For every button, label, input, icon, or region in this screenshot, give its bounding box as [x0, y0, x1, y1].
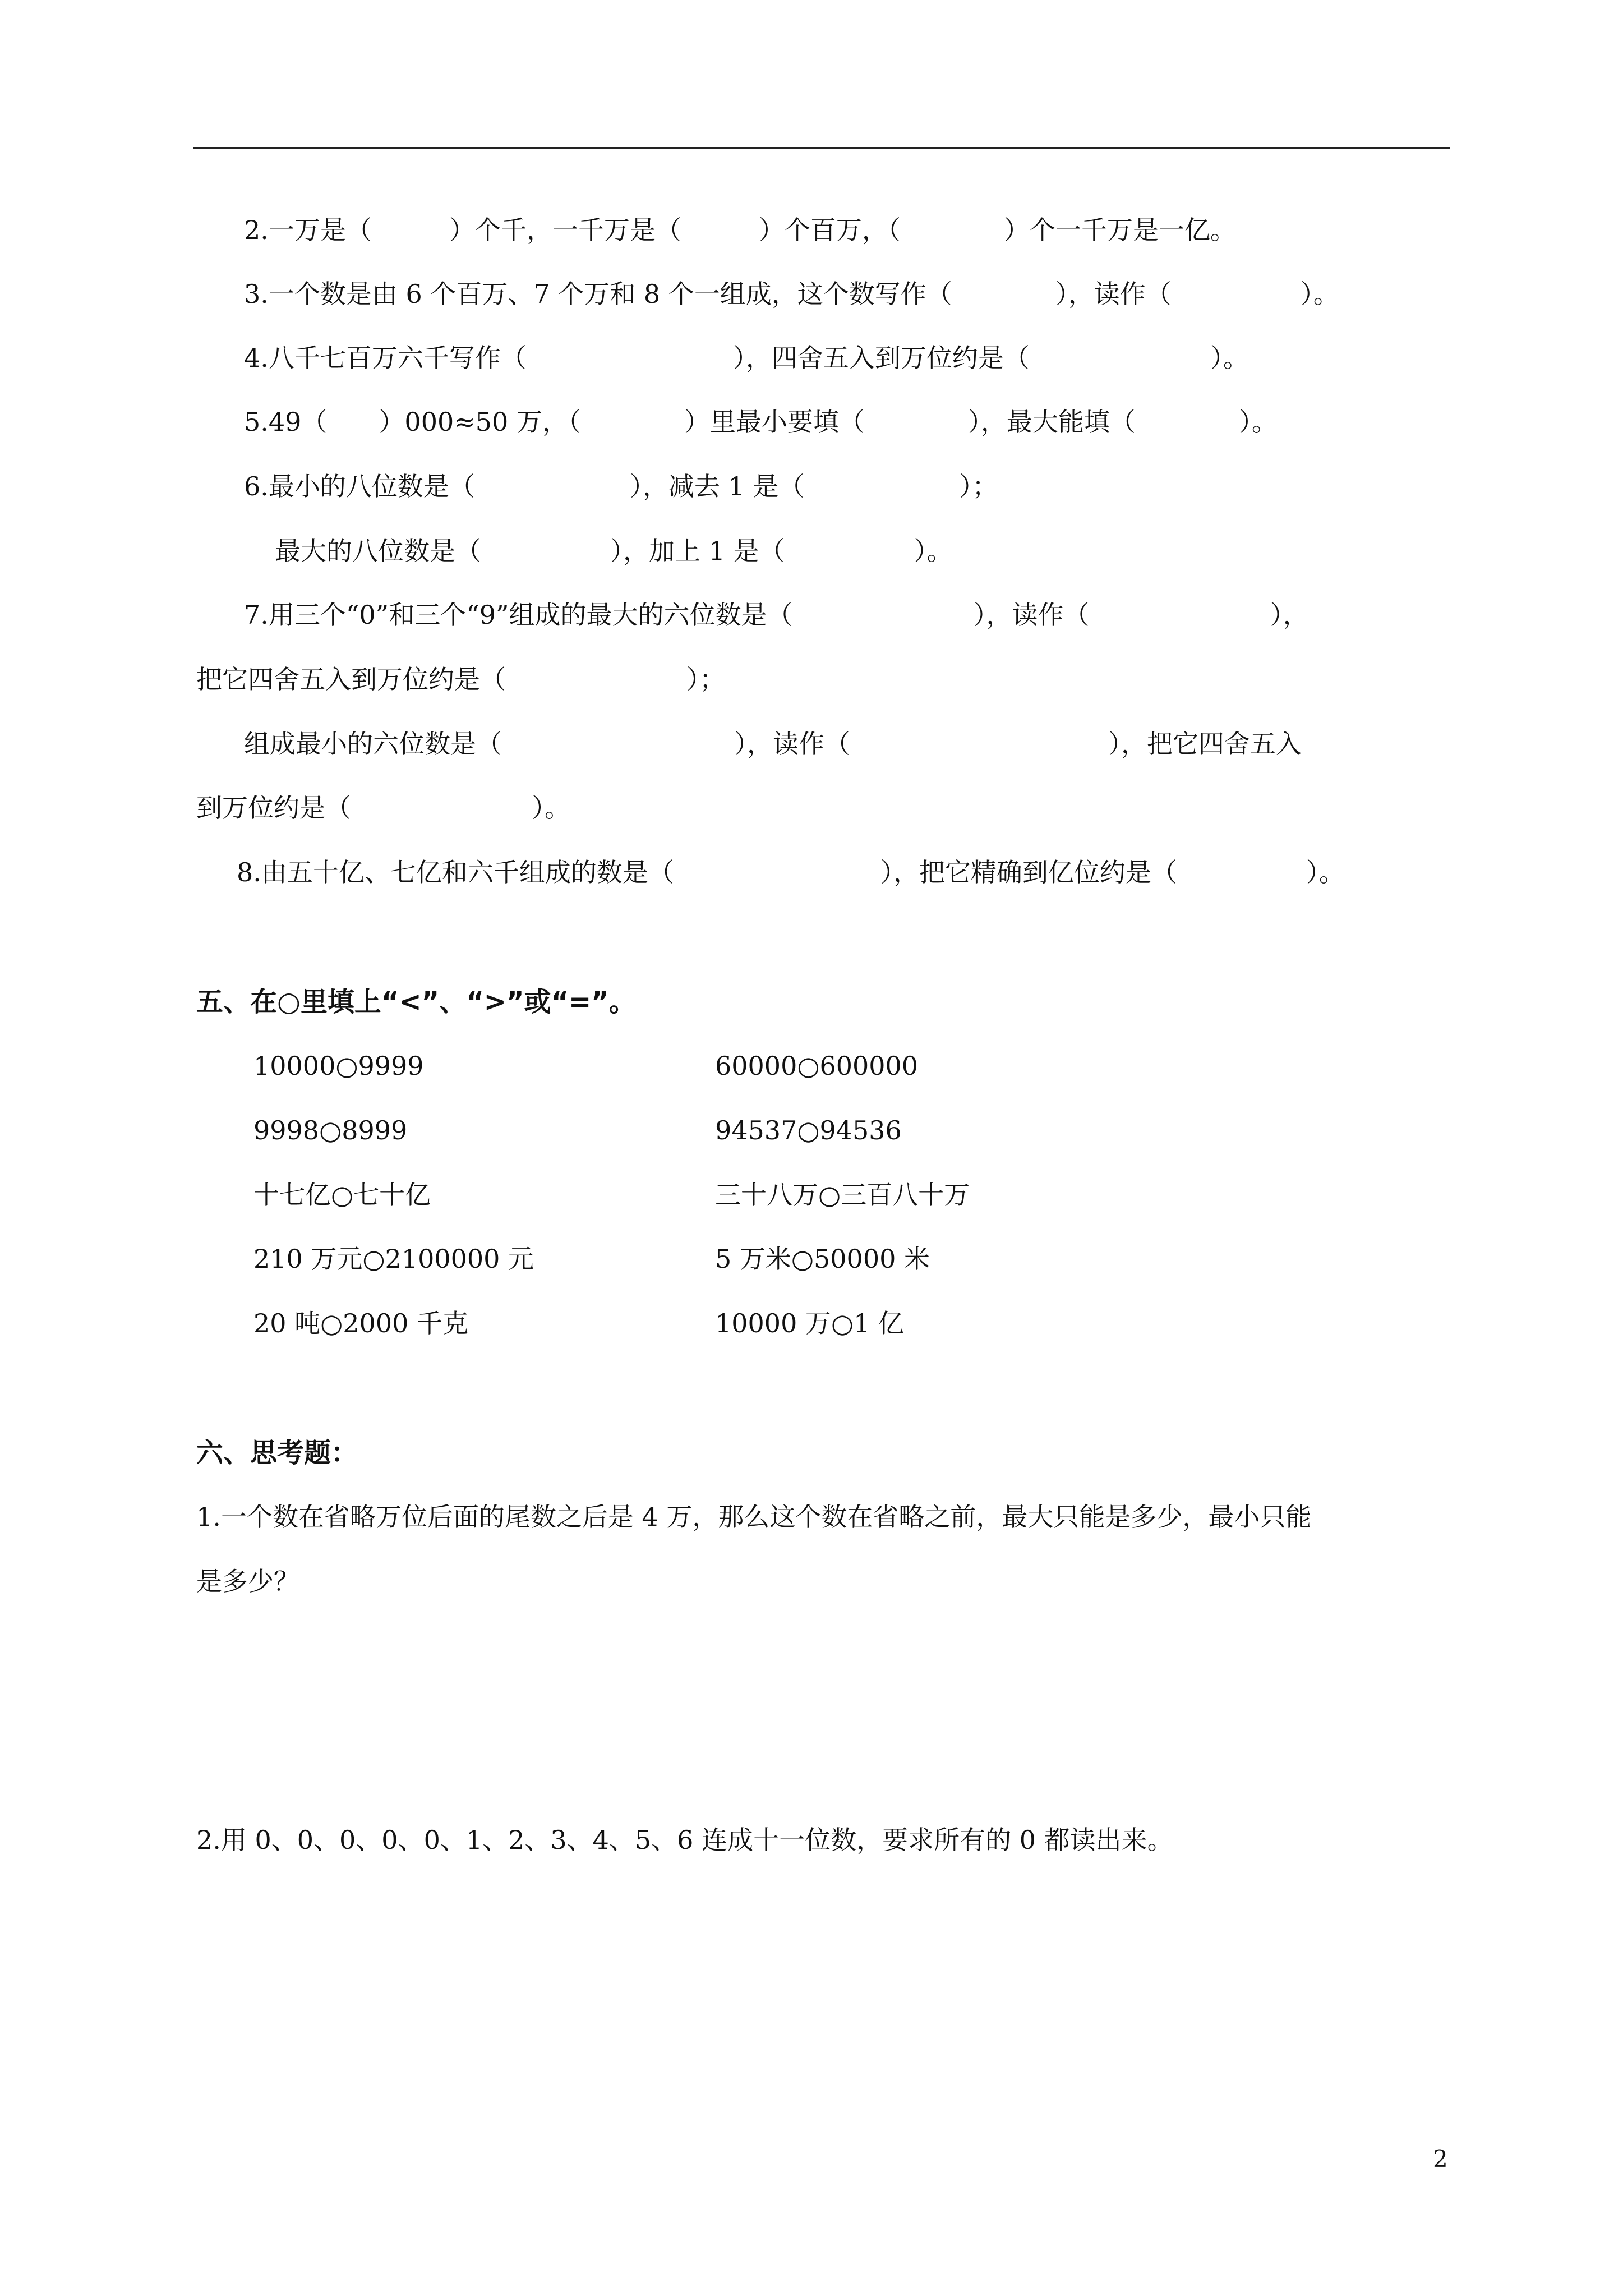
compare-item: 20 吨○2000 千克 — [253, 1308, 468, 1338]
question-7-line3: 组成最小的六位数是（ ），读作（ ），把它四舍五入 — [244, 729, 1302, 759]
compare-item: 10000 万○1 亿 — [715, 1308, 904, 1338]
thinking-question-1-line1: 1.一个数在省略万位后面的尾数之后是 4 万，那么这个数在省略之前，最大只能是多少，最小只能 — [196, 1502, 1312, 1532]
compare-item: 94537○94536 — [715, 1115, 902, 1145]
question-6-line1: 6.最小的八位数是（ ），减去 1 是（ ）； — [244, 471, 998, 501]
question-7-line4: 到万位约是（ ）。 — [196, 793, 570, 823]
question-7-line1: 7.用三个“0”和三个“9”组成的最大的六位数是（ ），读作（ ）， — [244, 600, 1309, 630]
question-4: 4.八千七百万六千写作（ ），四舍五入到万位约是（ ）。 — [244, 343, 1249, 373]
question-7-line2: 把它四舍五入到万位约是（ ）； — [196, 664, 725, 694]
section6-heading: 六、思考题： — [196, 1437, 358, 1469]
compare-item: 9998○8999 — [253, 1115, 408, 1145]
compare-item: 三十八万○三百八十万 — [715, 1180, 970, 1210]
compare-item: 10000○9999 — [253, 1051, 424, 1081]
compare-item: 十七亿○七十亿 — [253, 1180, 431, 1210]
compare-item: 210 万元○2100000 元 — [253, 1244, 534, 1274]
compare-item: 5 万米○50000 米 — [715, 1244, 930, 1274]
question-3: 3.一个数是由 6 个百万、7 个万和 8 个一组成，这个数写作（ ），读作（ ）。 — [244, 279, 1339, 309]
question-6-line2: 最大的八位数是（ ），加上 1 是（ ）。 — [275, 536, 953, 566]
section5-heading: 五、在○里填上“<”、“>”或“=”。 — [196, 986, 636, 1018]
header-rule — [193, 147, 1450, 149]
question-5: 5.49（ ）000≈50 万，（ ）里最小要填（ ），最大能填（ ）。 — [244, 407, 1278, 437]
question-2: 2.一万是（ ）个千，一千万是（ ）个百万，（ ）个一千万是一亿。 — [244, 215, 1236, 245]
thinking-question-1-line2: 是多少？ — [196, 1566, 299, 1596]
thinking-question-2: 2.用 0、0、0、0、0、1、2、3、4、5、6 连成十一位数，要求所有的 0 都读出来。 — [196, 1825, 1173, 1855]
compare-item: 60000○600000 — [715, 1051, 919, 1081]
page-number: 2 — [1433, 2145, 1448, 2173]
question-8: 8.由五十亿、七亿和六千组成的数是（ ），把它精确到亿位约是（ ）。 — [237, 857, 1345, 887]
